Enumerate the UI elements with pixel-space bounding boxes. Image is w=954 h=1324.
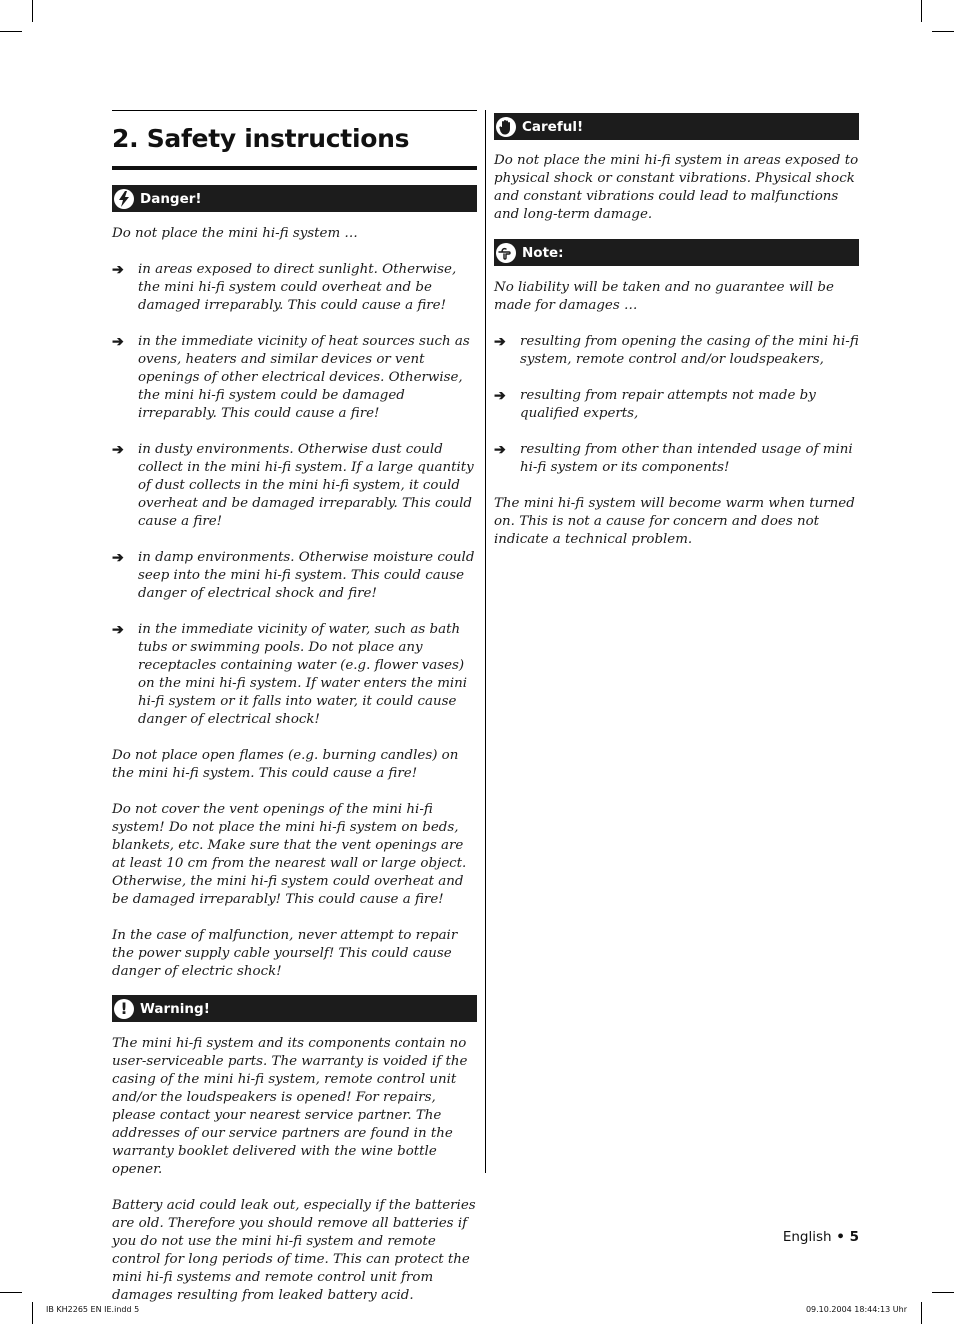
crop-mark	[932, 31, 954, 32]
footer-separator: •	[831, 1229, 850, 1245]
warning-paragraph: The mini hi-fi system and its components contain no user-serviceable parts. The warranty is voided if the casing of the mini hi-fi system, remote control unit and/or the loudspeakers is opened! For repairs, please contact your nearest service partner. The addresses of our service partners are found in the warranty booklet delivered with the wine bottle opener.	[112, 1036, 468, 1177]
column-divider	[485, 110, 486, 1173]
arrow-right-icon: ➔	[112, 442, 124, 458]
note-intro: No liability will be taken and no guarantee will be made for damages …	[494, 280, 834, 313]
footer-language: English	[782, 1229, 832, 1245]
list-item: ➔ in dusty environments. Otherwise dust could collect in the mini hi-fi system. If a large quantity of dust collects in the mini hi-fi system, it could overheat and be damaged irreparably. This could cause a fire!	[112, 442, 474, 529]
hand-stop-icon	[496, 117, 516, 137]
crop-mark	[921, 1302, 922, 1324]
list-item: ➔ resulting from opening the casing of the mini hi-fi system, remote control and/or loudspeakers,	[494, 334, 859, 367]
page-title: 2. Safety instructions	[112, 124, 410, 153]
arrow-right-icon: ➔	[112, 262, 124, 278]
danger-label: Danger!	[140, 190, 202, 207]
slug-file: IB KH2265 EN IE.indd 5	[46, 1305, 140, 1314]
crop-mark	[32, 0, 33, 22]
page-number: 5	[849, 1229, 859, 1245]
arrow-right-icon: ➔	[112, 622, 124, 638]
crop-mark	[0, 1292, 22, 1293]
arrow-right-icon: ➔	[112, 550, 124, 566]
list-item: ➔ in the immediate vicinity of water, such as bath tubs or swimming pools. Do not place any receptacles containing water (e.g. flower vases) on the mini hi-fi system. If water enters the mini hi-fi system or it falls into water, it could cause danger of electrical shock!	[112, 622, 468, 727]
warning-paragraph: Battery acid could leak out, especially if the batteries are old. Therefore you should remove all batteries if you do not use the mini hi-fi system and remote control for long periods of time. This can protect the mini hi-fi systems and remote control unit from damages resulting from leaked battery acid.	[112, 1198, 476, 1303]
note-list	[494, 333, 859, 477]
careful-text: Do not place the mini hi-fi system in areas exposed to physical shock or constant vibrations. Physical shock and constant vibrations could lead to malfunctions and long-term damage.	[494, 153, 859, 222]
arrow-right-icon: ➔	[494, 334, 506, 350]
crop-mark	[932, 1292, 954, 1293]
list-item: ➔ resulting from repair attempts not made by qualified experts,	[494, 388, 816, 421]
careful-header	[494, 113, 859, 140]
danger-paragraph: Do not cover the vent openings of the mini hi-fi system! Do not place the mini hi-fi system on beds, blankets, etc. Make sure that the vent openings are at least 10 cm from the nearest wall or large object. Otherwise, the mini hi-fi system could overheat and be damaged irreparably! This could cause a fire!	[112, 802, 467, 907]
list-item: ➔ in areas exposed to direct sunlight. Otherwise, the mini hi-fi system could overheat and be damaged irreparably. This could cause a fire!	[112, 262, 457, 313]
exclamation-icon: !	[114, 999, 134, 1019]
danger-list	[112, 261, 477, 729]
slug-date: 09.10.2004 18:44:13 Uhr	[805, 1305, 907, 1314]
note-header	[494, 239, 859, 266]
list-item: ➔ resulting from other than intended usage of mini hi-fi system or its components!	[494, 442, 853, 475]
crop-mark	[921, 0, 922, 22]
left-column	[112, 110, 477, 1305]
danger-intro: Do not place the mini hi-fi system …	[112, 226, 358, 241]
crop-mark	[0, 31, 22, 32]
page-footer	[783, 1229, 859, 1245]
title-rule	[112, 166, 477, 170]
list-item: ➔ in damp environments. Otherwise moisture could seep into the mini hi-fi system. This could cause danger of electrical shock and fire!	[112, 550, 475, 601]
arrow-right-icon: ➔	[494, 388, 506, 404]
danger-paragraph: In the case of malfunction, never attempt to repair the power supply cable yourself! This could cause danger of electric shock!	[112, 928, 458, 979]
lightning-icon	[114, 189, 134, 209]
arrow-right-icon: ➔	[494, 442, 506, 458]
danger-header	[112, 185, 477, 212]
list-item: ➔ in the immediate vicinity of heat sources such as ovens, heaters and similar devices or vent openings of other electrical devices. Otherwise, the mini hi-fi system could be damaged irreparably. This could cause a fire!	[112, 334, 470, 421]
top-rule	[112, 110, 477, 111]
right-column	[494, 113, 859, 549]
careful-label: Careful!	[522, 118, 584, 135]
note-label: Note:	[522, 244, 564, 261]
pointing-hand-icon	[496, 243, 516, 263]
warning-label: Warning!	[140, 1000, 210, 1017]
danger-paragraph: Do not place open flames (e.g. burning candles) on the mini hi-fi system. This could cause a fire!	[112, 748, 459, 781]
crop-mark	[32, 1302, 33, 1324]
arrow-right-icon: ➔	[112, 334, 124, 350]
note-closing: The mini hi-fi system will become warm when turned on. This is not a cause for concern and does not indicate a technical problem.	[494, 496, 855, 547]
warning-header	[112, 995, 477, 1022]
